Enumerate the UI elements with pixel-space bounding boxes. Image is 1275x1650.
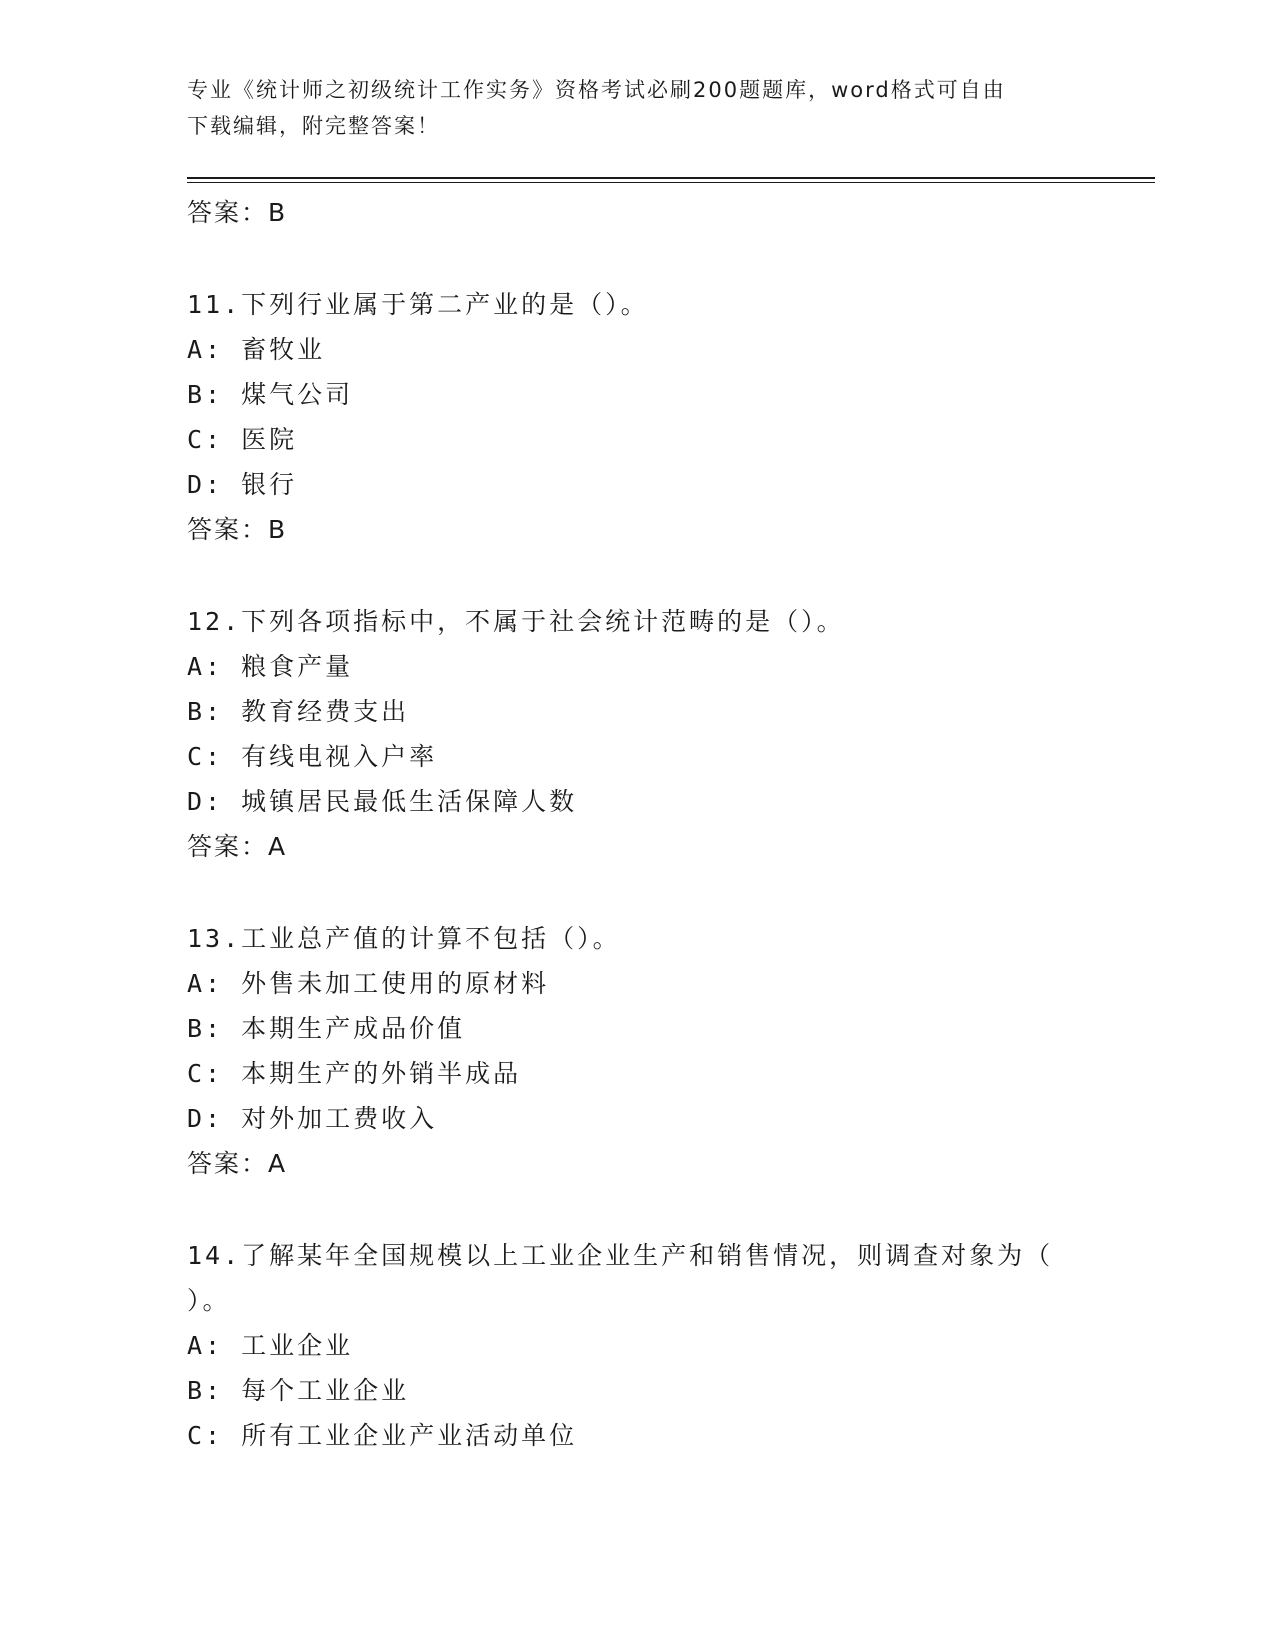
option-b: B: 本期生产成品价值 [187, 1014, 466, 1043]
answer-prev: 答案：B [187, 198, 288, 227]
option-a: A: 畜牧业 [187, 335, 326, 364]
option-c: C: 医院 [187, 425, 298, 454]
answer: 答案：B [187, 515, 288, 544]
question-12 [187, 599, 1087, 869]
option-b: B: 煤气公司 [187, 380, 354, 409]
question-text: 13.工业总产值的计算不包括（）。 [187, 924, 621, 953]
question-text: 12.下列各项指标中，不属于社会统计范畴的是（）。 [187, 607, 845, 636]
option-c: C: 所有工业企业产业活动单位 [187, 1421, 578, 1450]
answer: 答案：A [187, 1149, 288, 1178]
question-11 [187, 282, 1087, 552]
question-list [187, 190, 1087, 1458]
question-text: 11.下列行业属于第二产业的是（）。 [187, 290, 649, 319]
header-line-1: 专业《统计师之初级统计工作实务》资格考试必刷200题题库，word格式可自由 [187, 78, 1006, 102]
document-header [187, 72, 1067, 144]
option-a: A: 粮食产量 [187, 652, 354, 681]
question-13 [187, 916, 1087, 1186]
option-a: A: 工业企业 [187, 1331, 354, 1360]
option-c: C: 本期生产的外销半成品 [187, 1059, 522, 1088]
option-c: C: 有线电视入户率 [187, 742, 438, 771]
option-b: B: 每个工业企业 [187, 1376, 410, 1405]
option-d: D: 城镇居民最低生活保障人数 [187, 787, 578, 816]
option-b: B: 教育经费支出 [187, 697, 410, 726]
question-text-line-2: ）。 [187, 1286, 231, 1315]
answer: 答案：A [187, 832, 288, 861]
option-a: A: 外售未加工使用的原材料 [187, 969, 550, 998]
question-14 [187, 1233, 1087, 1458]
question-text-line-1: 14.了解某年全国规模以上工业企业生产和销售情况，则调查对象为（ [187, 1241, 1054, 1270]
header-rule-thin [187, 182, 1155, 183]
option-d: D: 对外加工费收入 [187, 1104, 438, 1133]
header-rule [187, 177, 1155, 179]
option-d: D: 银行 [187, 470, 298, 499]
header-line-2: 下载编辑，附完整答案！ [187, 114, 440, 138]
